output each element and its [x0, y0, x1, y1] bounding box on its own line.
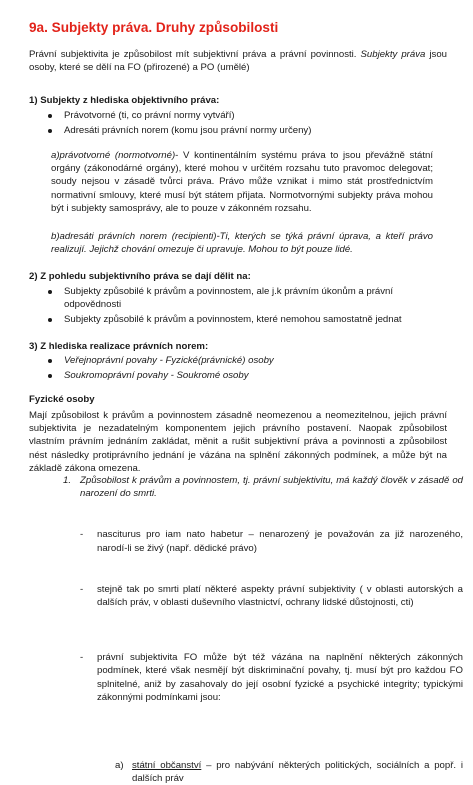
fyzicke-paragraph: Mají způsobilost k právům a povinnostem zásadně neomezenou a neomezitelnou, jejich právní subjektivita je nezadatelným komponentem jejich právního postavení. Naopak způsobilost vlastním právním jednáním zakládat, měnit a rušit subjektivní práva a povinnosti a způsobilost nést následky protiprávního jednání je vázána na splnění zákonných podmínek, a může být na základě zákona omezena. — [29, 410, 447, 474]
section3-heading: 3) Z hlediska realizace právních norem: — [29, 341, 209, 352]
dash-item: - stejně tak po smrti platí některé aspekty právní subjektivity ( v oblasti autorských a dalších práv, v oblasti duševního vlastnictví, ochrany lidské důstojnosti, cti) — [80, 583, 463, 609]
ordered-text: Způsobilost k právům a povinnostem, tj. právní subjektivitu, má každý člověk v zásadě od narození do smrti. — [80, 475, 463, 500]
dash-item: - nasciturus pro iam nato habetur – nenarozený je považován za již narozeného, narodí-li se živý (např. dědické právo) — [80, 528, 463, 554]
sub-underlined: státní občanství — [132, 760, 202, 772]
para-a-text: - V kontinentálním systému práva to jsou převážně státní orgány (zákonodárné orgány), které mohou v určitém rozsahu tuto pravomoc delegovat; soudy nejsou v zásadě tvůrci práva. Právo může vznikat i mimo stát prostřednictvím normativní smlouvy, které musí být státem přijata. Normotvornými subjekty práva mohou být i subjekty samosprávy, ale to pouze v zákonném rozsahu. — [51, 150, 433, 214]
section1-item: Adresáti právních norem (komu jsou právní normy určeny) — [44, 124, 434, 137]
section1-para-a — [51, 149, 433, 215]
section1-item: Právotvorné (ti, co právní normy vytváří) — [44, 109, 434, 122]
section1-heading: 1) Subjekty z hlediska objektivního práva: — [29, 95, 220, 106]
section1-para-b: b)adresáti právních norem (recipienti)-Ti, kterých se týká právní úprava, a kteří právo realizují. Jejichž chování omezuje či upravuje. Mohou to být pouze lidé. — [51, 231, 433, 256]
sub-marker: a) — [115, 760, 124, 772]
ordered-marker: 1. — [63, 475, 72, 486]
section3-item: Veřejnoprávní povahy - Fyzické(právnické) osoby — [44, 354, 424, 367]
page-title: 9a. Subjekty práva. Druhy způsobilosti — [29, 20, 279, 35]
ordered-item — [63, 474, 463, 500]
para-a-lead: a)právotvorné (normotvorné) — [51, 150, 176, 161]
dash-item: - právní subjektivita FO může být též vázána na naplnění některých zákonných podmínek, které však nesmějí být diskriminační povahy, tj. musí být pro každou FO splnitelné, aniž by zasahovaly do její osobní fyzické a psychické integrity; typickými zákonnými podmínkami jsou: — [80, 651, 463, 704]
fyzicke-heading: Fyzické osoby — [29, 394, 95, 405]
sub-text: – pro nabývání některých politických, sociálních a popř. i dalších práv — [132, 760, 463, 785]
intro-text: Právní subjektivita je způsobilost mít subjektivní práva a právní povinnosti. — [29, 49, 361, 60]
section3-item: Soukromoprávní povahy - Soukromé osoby — [44, 369, 424, 382]
section2-list — [44, 285, 424, 328]
section3-list — [44, 354, 424, 384]
intro-italic: Subjekty práva — [360, 49, 426, 60]
intro-rest: jsou osoby, které se dělí na FO (přirozené) a PO (umělé) — [29, 49, 448, 74]
section1-list — [44, 109, 434, 139]
section2-item: Subjekty způsobilé k právům a povinnostem, které nemohou samostatně jednat — [44, 313, 424, 326]
sub-item — [115, 759, 463, 785]
section2-heading: 2) Z pohledu subjektivního práva se dají dělit na: — [29, 271, 251, 282]
intro-paragraph — [29, 48, 447, 74]
section2-item: Subjekty způsobilé k právům a povinnostem, ale j.k právním úkonům a právní odpovědnosti — [44, 285, 424, 311]
